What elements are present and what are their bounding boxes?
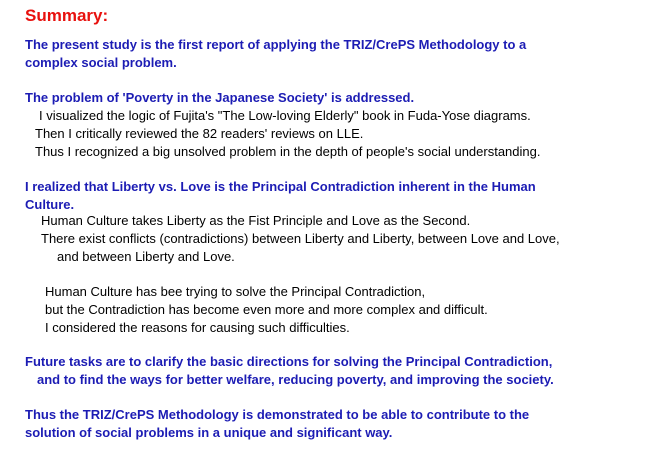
- p3-line-5: but the Contradiction has become even more and more complex and difficult.: [45, 302, 488, 317]
- p1-line-2: complex social problem.: [25, 55, 177, 70]
- p3-line-2: There exist conflicts (contradictions) between Liberty and Liberty, between Love and Love,: [41, 231, 560, 246]
- p2-line-1: I visualized the logic of Fujita's "The Low-loving Elderly" book in Fuda-Yose diagrams.: [39, 108, 531, 123]
- p2-line-3: Thus I recognized a big unsolved problem in the depth of people's social understanding.: [35, 144, 541, 159]
- summary-title: Summary:: [25, 6, 109, 25]
- p3-line-6: I considered the reasons for causing such difficulties.: [45, 320, 350, 335]
- p5-line-1: Thus the TRIZ/CrePS Methodology is demonstrated to be able to contribute to the: [25, 407, 530, 422]
- p2-line-2: Then I critically reviewed the 82 readers' reviews on LLE.: [35, 126, 364, 141]
- p3-heading-line-2: Culture.: [25, 197, 75, 212]
- p3-line-1: Human Culture takes Liberty as the Fist Principle and Love as the Second.: [41, 213, 471, 228]
- p3-line-4: Human Culture has bee trying to solve the Principal Contradiction,: [45, 284, 426, 299]
- p2-heading: The problem of 'Poverty in the Japanese Society' is addressed.: [25, 90, 415, 105]
- p5-line-2: solution of social problems in a unique and significant way.: [25, 425, 393, 440]
- p1-line-1: The present study is the first report of applying the TRIZ/CrePS Methodology to a: [25, 37, 527, 52]
- p3-line-3: and between Liberty and Love.: [57, 249, 235, 264]
- p4-line-2: and to find the ways for better welfare, reducing poverty, and improving the society.: [37, 372, 554, 387]
- p3-heading-line-1: I realized that Liberty vs. Love is the Principal Contradiction inherent in the Human: [25, 179, 536, 194]
- p4-line-1: Future tasks are to clarify the basic directions for solving the Principal Contradiction,: [25, 354, 553, 369]
